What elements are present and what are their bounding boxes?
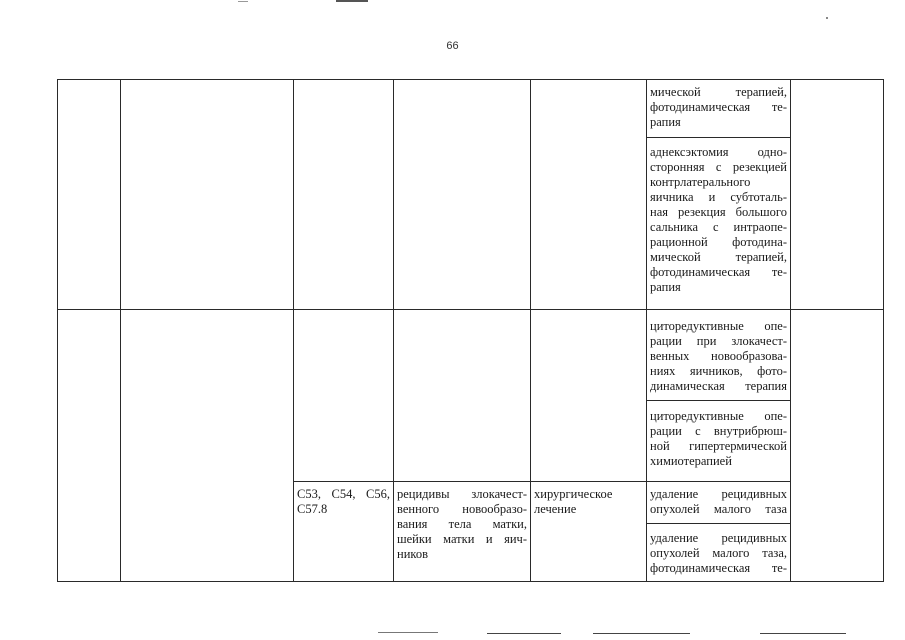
scan-artifact-right	[826, 17, 828, 19]
text-line: фотодинамическая те-	[650, 561, 787, 575]
text-line: ной гипертермической	[650, 439, 787, 453]
scan-artifact-top-small	[238, 1, 248, 2]
text-line: яичника и субтоталь-	[650, 190, 787, 204]
text-line: венного новообразо-	[397, 502, 527, 516]
footer-rule-4	[760, 633, 846, 634]
text-line: венных новообразова-	[650, 349, 787, 363]
text-line: динамическая терапия	[650, 379, 787, 393]
text-line: ников	[397, 547, 428, 561]
row-divider	[57, 309, 884, 310]
subrow-divider	[293, 481, 791, 482]
text-line: мической терапией,	[650, 250, 787, 264]
text-line: циторедуктивные опе-	[650, 319, 787, 333]
text-line: удаление рецидивных	[650, 531, 787, 545]
method-cell-recurrence-1	[647, 487, 790, 517]
text-line: сторонняя с резекцией	[650, 160, 787, 174]
text-line: ниях яичников, фото-	[650, 364, 787, 378]
text-line: химиотерапией	[650, 454, 732, 468]
footer-rule-1	[378, 632, 438, 633]
method-divider-2	[646, 400, 791, 401]
text-line: циторедуктивные опе-	[650, 409, 787, 423]
method-cell-adnexectomy	[647, 145, 790, 295]
text-line: рации при злокачест-	[650, 334, 787, 348]
page-number: 66	[446, 40, 459, 52]
medical-procedures-table	[57, 79, 884, 582]
text-line: фотодинамическая те-	[650, 265, 787, 279]
table-border-top	[57, 79, 884, 80]
footer-rule-2	[487, 633, 561, 634]
text-line: рации с внутрибрюш-	[650, 424, 787, 438]
table-border-left	[57, 79, 58, 582]
text-line: рационной фотодина-	[650, 235, 787, 249]
text-line: опухолей малого таза	[650, 502, 787, 516]
text-line: контрлатерального	[650, 175, 751, 189]
text-line: опухолей малого таза,	[650, 546, 787, 560]
text-line: шейки матки и яич-	[397, 532, 527, 546]
text-line: ная резекция большого	[650, 205, 787, 219]
treatment-type-cell	[531, 487, 646, 517]
text-line: хирургическое	[534, 487, 613, 501]
text-line: мической терапией,	[650, 85, 787, 99]
method-cell-recurrence-2	[647, 531, 790, 576]
text-line: рапия	[650, 280, 681, 294]
footer-rule-3	[593, 633, 690, 634]
diagnosis-cell	[394, 487, 530, 562]
text-line: сальника с интраопе-	[650, 220, 787, 234]
text-line: C53, C54, C56,	[297, 487, 390, 501]
text-line: C57.8	[297, 502, 328, 516]
text-line: фотодинамическая те-	[650, 100, 787, 114]
text-line: лечение	[534, 502, 577, 516]
text-line: рапия	[650, 115, 681, 129]
column-divider-6	[790, 79, 791, 582]
text-line: аднексэктомия одно-	[650, 145, 787, 159]
icd-codes-cell	[294, 487, 393, 517]
text-line: вания тела матки,	[397, 517, 527, 531]
column-divider-1	[120, 79, 121, 582]
method-divider-1	[646, 137, 791, 138]
method-cell-cytoreductive-2	[647, 409, 790, 469]
table-border-bottom	[57, 581, 884, 582]
table-border-right	[883, 79, 884, 582]
method-divider-3	[646, 523, 791, 524]
method-cell-cytoreductive-1	[647, 319, 790, 394]
method-cell-continued	[647, 85, 790, 130]
scan-artifact-top	[336, 0, 368, 2]
text-line: удаление рецидивных	[650, 487, 787, 501]
text-line: рецидивы злокачест-	[397, 487, 527, 501]
